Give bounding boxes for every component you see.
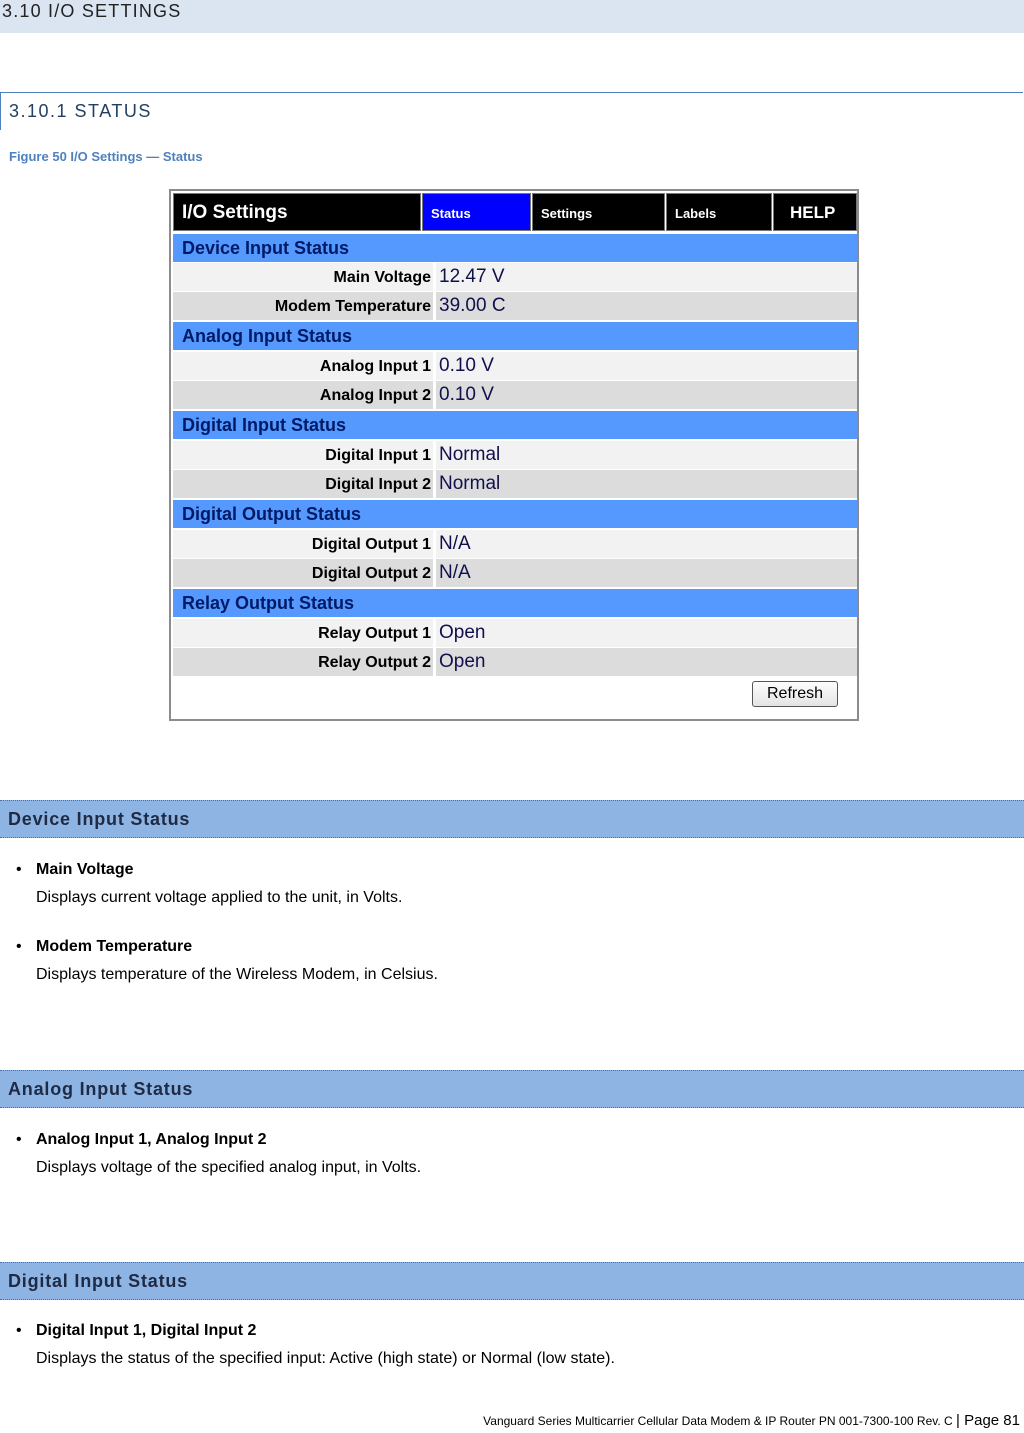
- status-section-header: [173, 411, 857, 440]
- bullet-icon: •: [16, 938, 22, 955]
- row-label: Digital Output 2: [311, 565, 431, 582]
- item-description: Displays current voltage applied to the unit, in Volts.: [36, 889, 403, 906]
- bullet-icon: •: [16, 1131, 22, 1148]
- subsection-heading: 3.10.1 STATUS: [9, 101, 152, 121]
- row-label: Analog Input 2: [319, 387, 431, 404]
- row-value: 0.10 V: [439, 384, 494, 405]
- io-settings-screenshot: [169, 189, 859, 721]
- status-section-title: Relay Output Status: [182, 593, 355, 613]
- tab-labels-label: Labels: [675, 206, 717, 221]
- doc-section-title: Digital Input Status: [8, 1271, 188, 1291]
- doc-section-header: [0, 1262, 1024, 1300]
- io-settings-title-label: I/O Settings: [182, 202, 288, 223]
- table-row: [173, 619, 857, 648]
- refresh-button[interactable]: Refresh: [752, 681, 838, 707]
- item-term: Modem Temperature: [36, 938, 193, 955]
- doc-section-header: [0, 1070, 1024, 1108]
- row-value: Open: [439, 651, 486, 672]
- table-row: [173, 352, 857, 381]
- section-heading-bar: [0, 0, 1024, 33]
- table-row: [173, 530, 857, 559]
- tab-help[interactable]: [773, 193, 857, 231]
- status-section-header: [173, 234, 857, 263]
- io-settings-title: [173, 193, 421, 231]
- row-value: 39.00 C: [439, 295, 506, 316]
- status-section-title: Device Input Status: [182, 238, 350, 258]
- section-heading: 3.10 I/O SETTINGS: [2, 1, 182, 21]
- bullet-icon: •: [16, 861, 22, 878]
- page-footer: [483, 1412, 1020, 1429]
- tab-help-label: HELP: [790, 203, 836, 222]
- status-section-header: [173, 500, 857, 529]
- row-value: Normal: [439, 444, 501, 465]
- tab-labels[interactable]: [666, 193, 772, 231]
- row-label: Relay Output 1: [318, 625, 431, 642]
- status-section-header: [173, 589, 857, 618]
- footer-text: Vanguard Series Multicarrier Cellular Data Modem & IP Router PN 001-7300-100 Rev. C: [483, 1414, 953, 1428]
- row-label: Main Voltage: [333, 269, 431, 286]
- row-value: Open: [439, 622, 486, 643]
- status-section-title: Digital Input Status: [182, 415, 346, 435]
- table-row: [173, 292, 857, 321]
- row-value: 12.47 V: [439, 266, 505, 287]
- row-label: Digital Input 2: [325, 476, 431, 493]
- status-section-title: Analog Input Status: [182, 326, 352, 346]
- item-description: Displays voltage of the specified analog input, in Volts.: [36, 1159, 422, 1176]
- row-label: Modem Temperature: [274, 298, 431, 315]
- tab-status-label: Status: [431, 206, 471, 221]
- item-term: Analog Input 1, Analog Input 2: [36, 1131, 267, 1148]
- item-description: Displays the status of the specified input: Active (high state) or Normal (low state).: [36, 1350, 615, 1367]
- row-value: N/A: [439, 562, 471, 583]
- table-row: [173, 470, 857, 499]
- doc-section-title: Device Input Status: [8, 809, 191, 829]
- table-row: [173, 648, 857, 677]
- figure-caption: Figure 50 I/O Settings — Status: [9, 149, 203, 164]
- item-term: Main Voltage: [36, 861, 134, 878]
- row-label: Digital Output 1: [311, 536, 431, 553]
- row-label: Digital Input 1: [325, 447, 431, 464]
- table-row: [173, 559, 857, 588]
- doc-section-title: Analog Input Status: [8, 1079, 194, 1099]
- row-value: 0.10 V: [439, 355, 494, 376]
- tab-bar: [173, 193, 857, 233]
- status-section-header: [173, 322, 857, 351]
- tab-status[interactable]: [422, 193, 531, 231]
- bullet-icon: •: [16, 1322, 22, 1339]
- page-number: | Page 81: [956, 1412, 1020, 1429]
- subsection-heading-box: [0, 92, 1023, 130]
- table-row: [173, 381, 857, 410]
- doc-section-header: [0, 800, 1024, 838]
- row-value: N/A: [439, 533, 471, 554]
- table-row: [173, 441, 857, 470]
- tab-settings[interactable]: [532, 193, 665, 231]
- tab-settings-label: Settings: [541, 206, 593, 221]
- item-description: Displays temperature of the Wireless Modem, in Celsius.: [36, 966, 438, 983]
- status-section-title: Digital Output Status: [182, 504, 361, 524]
- row-label: Analog Input 1: [319, 358, 431, 375]
- row-value: Normal: [439, 473, 501, 494]
- row-label: Relay Output 2: [318, 654, 431, 671]
- table-row: [173, 263, 857, 292]
- item-term: Digital Input 1, Digital Input 2: [36, 1322, 257, 1339]
